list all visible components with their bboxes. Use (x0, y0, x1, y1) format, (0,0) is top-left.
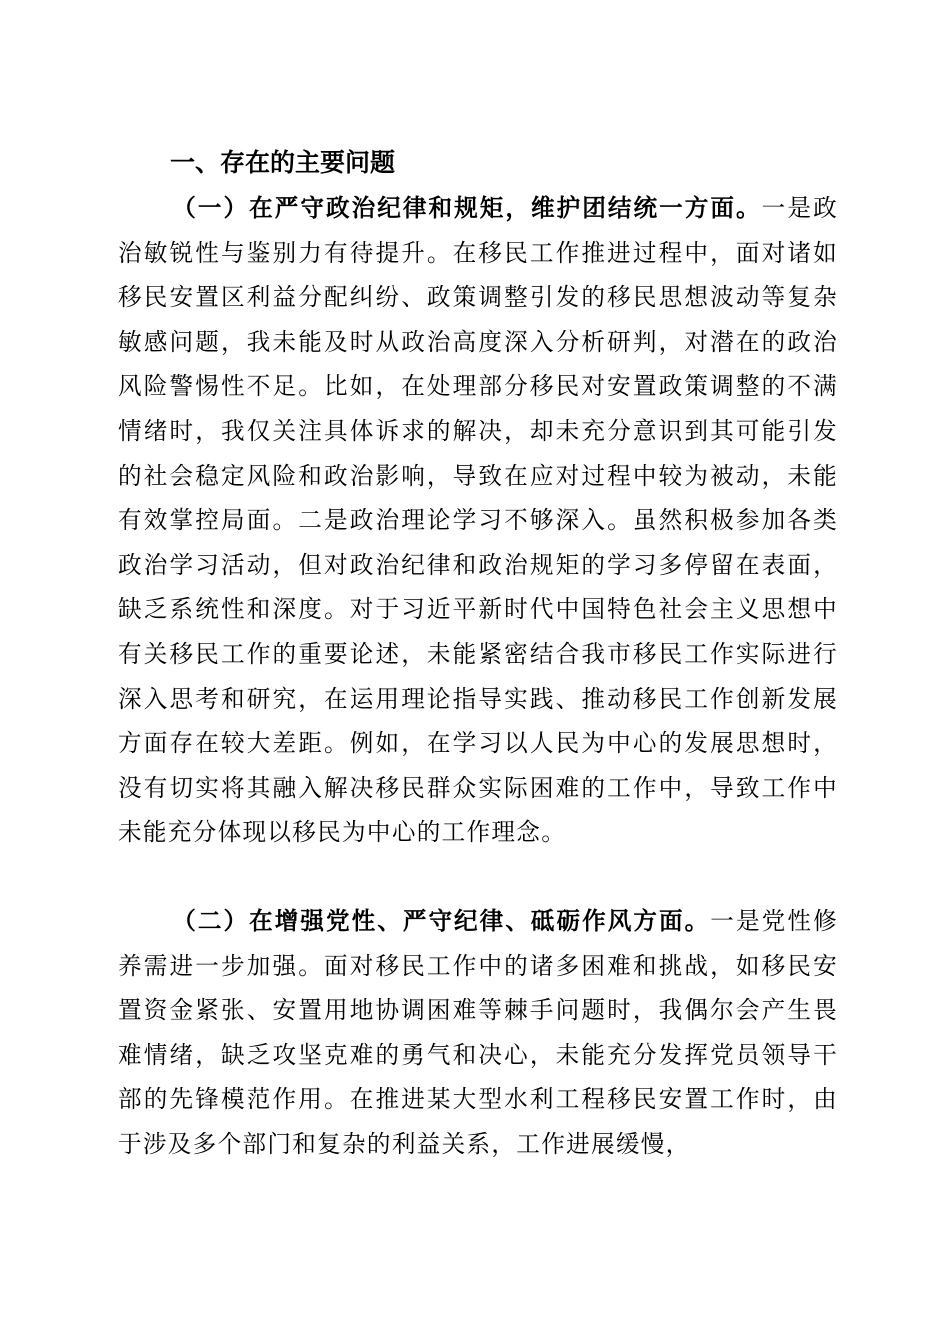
paragraph-2-lead: （二）在增强党性、严守纪律、砥砺作风方面。 (172, 907, 711, 935)
paragraph-1 (118, 186, 838, 855)
paragraph-1-body: 一是政治敏锐性与鉴别力有待提升。在移民工作推进过程中，面对诸如移民安置区利益分配纠纷、政策调整引发的移民思想波动等复杂敏感问题，我未能及时从政治高度深入分析研判，对潜在的政治风险警惕性不足。比如，在处理部分移民对安置政策调整的不满情绪时，我仅关注具体诉求的解决，却未充分意识到其可能引发的社会稳定风险和政治影响，导致在应对过程中较为被动，未能有效掌控局面。二是政治理论学习不够深入。虽然积极参加各类政治学习活动，但对政治纪律和政治规矩的学习多停留在表面，缺乏系统性和深度。对于习近平新时代中国特色社会主义思想中有关移民工作的重要论述，未能紧密结合我市移民工作实际进行深入思考和研究，在运用理论指导实践、推动移民工作创新发展方面存在较大差距。例如，在学习以人民为中心的发展思想时，没有切实将其融入解决移民群众实际困难的工作中，导致工作中未能充分体现以移民为中心的工作理念。 (118, 194, 838, 847)
paragraph-2 (118, 899, 838, 1167)
paragraph-2-body: 一是党性修养需进一步加强。面对移民工作中的诸多困难和挑战，如移民安置资金紧张、安置用地协调困难等棘手问题时，我偶尔会产生畏难情绪，缺乏攻坚克难的勇气和决心，未能充分发挥党员领导干部的先锋模范作用。在推进某大型水利工程移民安置工作时，由于涉及多个部门和复杂的利益关系，工作进展缓慢， (118, 907, 838, 1158)
paragraph-1-lead: （一）在严守政治纪律和规矩，维护团结统一方面。 (172, 194, 762, 222)
section-heading: 一、存在的主要问题 (170, 148, 396, 177)
